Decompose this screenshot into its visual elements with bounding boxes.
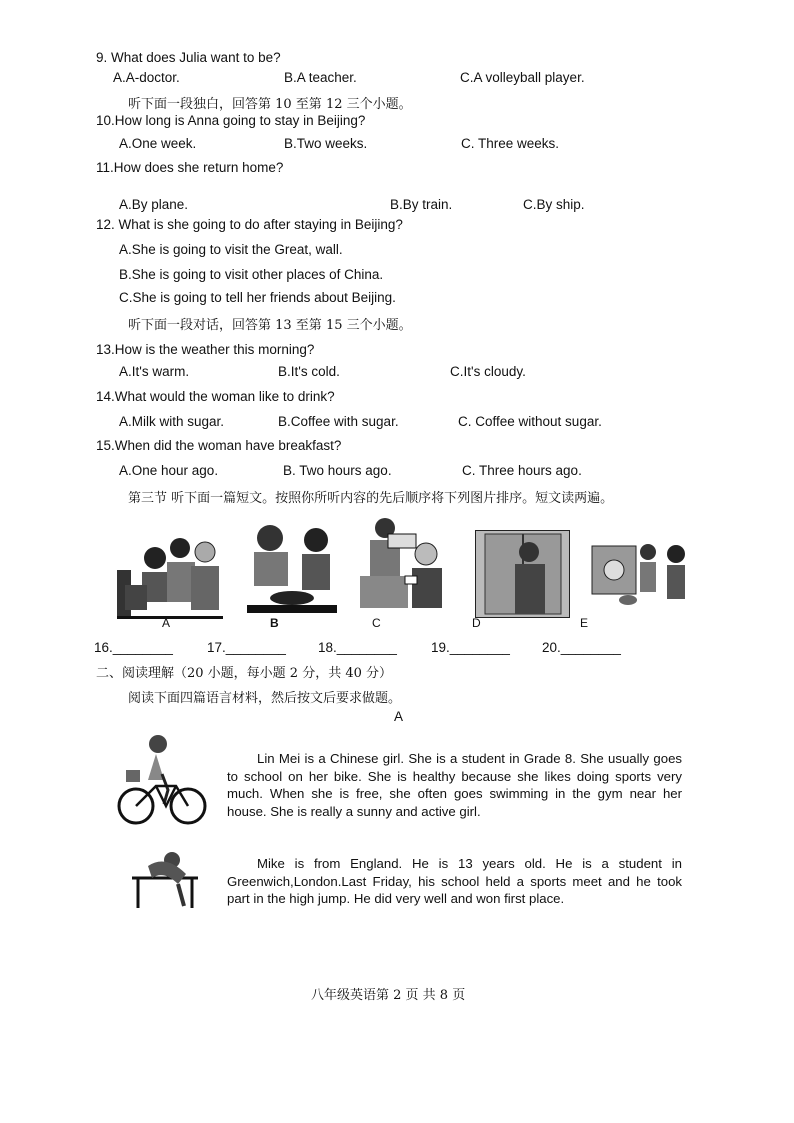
q15-option-a: A.One hour ago. [119, 463, 219, 478]
answer-blank-19[interactable]: 19.________ [431, 640, 510, 655]
q10-option-b: B.Two weeks. [284, 136, 368, 151]
q12-option-a: A.She is going to visit the Great, wall. [119, 242, 343, 257]
q15-stem: 15.When did the woman have breakfast? [96, 438, 342, 453]
q9-stem: 9. What does Julia want to be? [96, 50, 281, 65]
q9-option-c: C.A volleyball player. [460, 70, 585, 85]
q14-stem: 14.What would the woman like to drink? [96, 389, 335, 404]
q12-option-c: C.She is going to tell her friends about Beijing. [119, 290, 396, 305]
q13-stem: 13.How is the weather this morning? [96, 342, 315, 357]
q11-option-c: C.By ship. [523, 197, 585, 212]
q12-stem: 12. What is she going to do after staying in Beijing? [96, 217, 403, 232]
q11-option-b: B.By train. [390, 197, 453, 212]
q15-option-c: C. Three hours ago. [462, 463, 582, 478]
page-footer: 八年级英语第 2 页 共 8 页 [311, 988, 466, 1003]
q13-option-a: A.It's warm. [119, 364, 190, 379]
instruction-10-12: 听下面一段独白，回答第 10 至第 12 三个小题。 [128, 97, 412, 112]
picture-label-b: B [270, 616, 279, 630]
q13-option-c: C.It's cloudy. [450, 364, 526, 379]
answer-blank-18[interactable]: 18.________ [318, 640, 397, 655]
high-jump-illustration [126, 848, 204, 910]
q9-option-b: B.A teacher. [284, 70, 357, 85]
q10-option-a: A.One week. [119, 136, 197, 151]
passage-a-paragraph-mike: Mike is from England. He is 13 years old. He is a student in Greenwich,London.Last Friday, his school held a sports meet and he took part in the high jump. He did very well and won first place. [227, 856, 682, 906]
q14-option-c: C. Coffee without sugar. [458, 414, 602, 429]
picture-a-family [115, 520, 225, 620]
picture-d-window [475, 530, 570, 618]
q14-option-b: B.Coffee with sugar. [278, 414, 399, 429]
q15-option-b: B. Two hours ago. [283, 463, 392, 478]
answer-blank-16[interactable]: 16.________ [94, 640, 173, 655]
q13-option-b: B.It's cold. [278, 364, 340, 379]
picture-label-c: C [372, 616, 381, 630]
q11-stem: 11.How does she return home? [96, 160, 284, 175]
girl-on-bike-illustration [116, 730, 211, 830]
q12-option-b: B.She is going to visit other places of China. [119, 267, 384, 282]
passage-a-paragraph-lin-mei: Lin Mei is a Chinese girl. She is a student in Grade 8. She usually goes to school on her bike. She is healthy because she likes doing sports very much. When she is free, she often goes swimming in the gym near her house. She is really a sunny and active girl. [227, 751, 682, 819]
picture-c-shop [360, 514, 455, 609]
section-3-instruction: 第三节 听下面一篇短文。按照你所听内容的先后顺序将下列图片排序。短文读两遍。 [128, 491, 614, 506]
q14-option-a: A.Milk with sugar. [119, 414, 225, 429]
picture-label-d: D [472, 616, 481, 630]
q9-option-a: A.A-doctor. [113, 70, 180, 85]
picture-label-a: A [162, 616, 171, 630]
part-2-heading: 二、阅读理解（20 小题，每小题 2 分，共 40 分） [96, 666, 393, 681]
instruction-13-15: 听下面一段对话，回答第 13 至第 15 三个小题。 [128, 318, 412, 333]
picture-label-e: E [580, 616, 589, 630]
answer-blank-20[interactable]: 20.________ [542, 640, 621, 655]
part-2-instruction: 阅读下面四篇语言材料，然后按文后要求做题。 [128, 691, 402, 706]
answer-blank-17[interactable]: 17.________ [207, 640, 286, 655]
q10-stem: 10.How long is Anna going to stay in Beijing? [96, 113, 366, 128]
picture-e-washing [590, 528, 694, 618]
picture-b-cooking [242, 520, 342, 615]
passage-label: A [394, 709, 404, 724]
q10-option-c: C. Three weeks. [461, 136, 560, 151]
q11-option-a: A.By plane. [119, 197, 189, 212]
